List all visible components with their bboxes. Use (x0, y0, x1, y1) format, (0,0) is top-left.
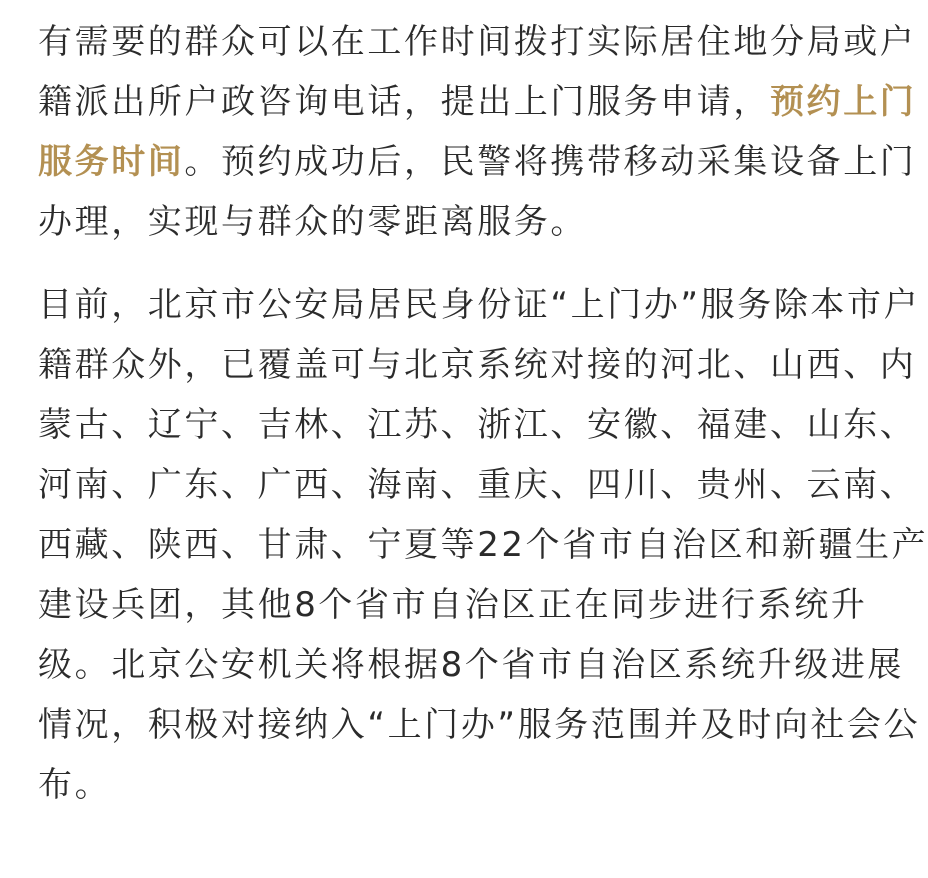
text-line: 河南、广东、广西、海南、重庆、四川、贵州、云南、 (38, 465, 917, 505)
text-segment: 。预约成功后，民警将携带移动采集设备上门 (184, 142, 917, 182)
text-segment: 办理，实现与群众的零距离服务。 (38, 202, 587, 242)
text-line: 布。 (38, 765, 112, 805)
text-line: 建设兵团，其他8个省市自治区正在同步进行系统升 (38, 585, 868, 625)
text-line: 籍群众外，已覆盖可与北京系统对接的河北、山西、内 (38, 345, 917, 385)
text-line: 蒙古、辽宁、吉林、江苏、浙江、安徽、福建、山东、 (38, 405, 917, 445)
highlighted-text: 服务时间 (38, 142, 185, 182)
text-line: 目前，北京市公安局居民身份证“上门办”服务除本市户 (38, 285, 921, 325)
text-segment: 有需要的群众可以在工作时间拨打实际居住地分局或户 (38, 22, 917, 62)
text-line: 西藏、陕西、甘肃、宁夏等22个省市自治区和新疆生产 (38, 525, 928, 565)
text-segment: 籍派出所户政咨询电话，提出上门服务申请， (38, 82, 770, 122)
text-line (38, 72, 917, 132)
highlighted-text: 预约上门 (770, 82, 917, 122)
text-line (38, 132, 917, 192)
paragraph-service-appointment (38, 12, 917, 252)
paragraph-spacer (38, 252, 766, 275)
text-line: 级。北京公安机关将根据8个省市自治区系统升级进展 (38, 645, 905, 685)
text-line (38, 12, 917, 72)
article-body (38, 0, 928, 815)
paragraph-coverage (38, 275, 928, 815)
text-line (38, 192, 766, 252)
text-line: 情况，积极对接纳入“上门办”服务范围并及时向社会公 (38, 705, 921, 745)
